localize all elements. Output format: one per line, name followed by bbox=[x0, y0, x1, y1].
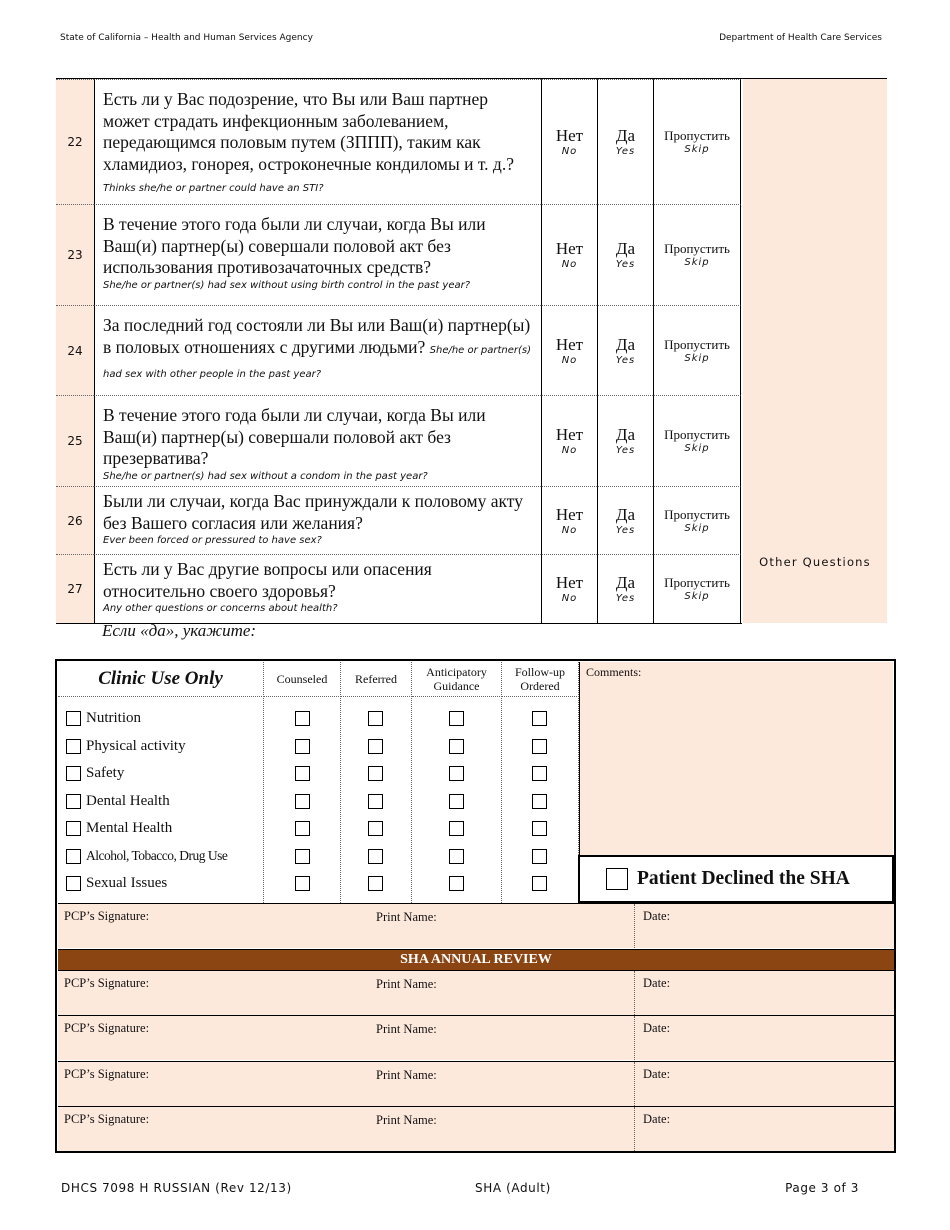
print-name-label: Print Name: bbox=[376, 977, 437, 991]
counseled-column bbox=[264, 698, 341, 903]
checkbox[interactable] bbox=[295, 739, 310, 754]
answer-no[interactable]: Нет No bbox=[541, 395, 597, 486]
anticipatory-column bbox=[412, 698, 502, 903]
checkbox[interactable] bbox=[532, 794, 547, 809]
checkbox[interactable] bbox=[368, 794, 383, 809]
signature-row[interactable] bbox=[58, 1106, 894, 1151]
question-number: 26 bbox=[56, 486, 94, 554]
clinic-title-cell bbox=[58, 662, 264, 697]
checkbox[interactable] bbox=[532, 766, 547, 781]
answer-yes[interactable]: Да Yes bbox=[597, 305, 653, 395]
pcp-signature-label: PCP’s Signature: bbox=[64, 1067, 150, 1081]
referred-column bbox=[341, 698, 412, 903]
question-ru: Есть ли у Вас другие вопросы или опасения относительно своего здоровья? bbox=[103, 559, 432, 601]
checkbox[interactable] bbox=[532, 876, 547, 891]
answer-skip[interactable]: Пропустить Skip bbox=[653, 204, 741, 305]
date-label: Date: bbox=[634, 1016, 678, 1060]
clinic-item[interactable]: Nutrition bbox=[66, 707, 141, 729]
question-row bbox=[56, 204, 887, 305]
question-number: 24 bbox=[56, 305, 94, 395]
patient-declined[interactable] bbox=[578, 855, 894, 903]
answer-yes[interactable]: Да Yes bbox=[597, 204, 653, 305]
answer-skip[interactable]: Пропустить Skip bbox=[653, 486, 741, 554]
question-en: She/he or partner(s) had sex without a condom in the past year? bbox=[103, 470, 428, 482]
question-en: Any other questions or concerns about health? bbox=[103, 603, 338, 614]
date-label: Date: bbox=[634, 904, 678, 948]
question-row bbox=[56, 486, 887, 554]
print-name-label: Print Name: bbox=[376, 1022, 437, 1036]
answer-skip[interactable]: Пропустить Skip bbox=[653, 305, 741, 395]
clinic-grid bbox=[58, 662, 578, 902]
checkbox[interactable] bbox=[66, 711, 81, 726]
follow-up-column bbox=[502, 698, 579, 903]
signature-row[interactable] bbox=[58, 903, 894, 948]
pcp-signature-label: PCP’s Signature: bbox=[64, 976, 150, 990]
answer-yes[interactable]: Да Yes bbox=[597, 486, 653, 554]
question-text bbox=[94, 486, 541, 554]
checkbox[interactable] bbox=[532, 739, 547, 754]
checkbox[interactable] bbox=[368, 739, 383, 754]
annual-review-header: SHA ANNUAL REVIEW bbox=[58, 949, 894, 970]
checkbox[interactable] bbox=[295, 876, 310, 891]
checkbox[interactable] bbox=[66, 849, 81, 864]
date-label: Date: bbox=[634, 1062, 678, 1106]
signature-row[interactable] bbox=[58, 970, 894, 1015]
checkbox[interactable] bbox=[449, 821, 464, 836]
print-name-label: Print Name: bbox=[376, 910, 437, 924]
checkbox[interactable] bbox=[368, 766, 383, 781]
checkbox[interactable] bbox=[295, 849, 310, 864]
question-text bbox=[94, 554, 541, 623]
checkbox[interactable] bbox=[449, 794, 464, 809]
pcp-signature-label: PCP’s Signature: bbox=[64, 1021, 150, 1035]
checkbox[interactable] bbox=[295, 821, 310, 836]
questions-table bbox=[56, 78, 887, 614]
signature-row[interactable] bbox=[58, 1061, 894, 1106]
form-number: DHCS 7098 H RUSSIAN (Rev 12/13) bbox=[61, 1181, 292, 1195]
clinic-item[interactable]: Safety bbox=[66, 762, 124, 784]
date-label: Date: bbox=[634, 1107, 678, 1151]
answer-no[interactable]: Нет No bbox=[541, 305, 597, 395]
question-text bbox=[94, 395, 541, 486]
question-ru: Есть ли у Вас подозрение, что Вы или Ваш партнер может страдать инфекционным заболеванием, передающимся половым путем (ЗППП), таким как хламидиоз, гонорея, остроконечные кондиломы и т. д.? bbox=[103, 89, 514, 174]
col-follow-up-ordered: Follow-up Ordered bbox=[502, 662, 579, 697]
checkbox[interactable] bbox=[449, 739, 464, 754]
col-anticipatory-guidance: Anticipatory Guidance bbox=[412, 662, 502, 697]
form-title: SHA (Adult) bbox=[475, 1181, 551, 1195]
clinic-item[interactable]: Dental Health bbox=[66, 790, 170, 812]
question-ru: В течение этого года были ли случаи, когда Вы или Ваш(и) партнер(ы) совершали половой акт без использования противозачаточных средств? bbox=[103, 214, 486, 277]
answer-no[interactable]: Нет No bbox=[541, 554, 597, 623]
page-number: Page 3 of 3 bbox=[785, 1181, 859, 1195]
col-referred: Referred bbox=[341, 662, 412, 697]
print-name-label: Print Name: bbox=[376, 1068, 437, 1082]
agency-header: State of California – Health and Human Services Agency bbox=[60, 33, 313, 43]
question-number: 27 bbox=[56, 554, 94, 623]
question-ru: За последний год состояли ли Вы или Ваш(и) партнер(ы) в половых отношениях с другими людьми? bbox=[103, 315, 531, 357]
declined-label: Patient Declined the SHA bbox=[637, 868, 850, 889]
answer-skip[interactable]: Пропустить Skip bbox=[653, 79, 741, 204]
checkbox[interactable] bbox=[449, 766, 464, 781]
answer-yes[interactable]: Да Yes bbox=[597, 395, 653, 486]
question-row bbox=[56, 305, 887, 395]
question-ru: Были ли случаи, когда Вас принуждали к половому акту без Вашего согласия или желания? bbox=[103, 491, 523, 533]
checkbox[interactable] bbox=[66, 794, 81, 809]
comments-label: Comments: bbox=[586, 665, 642, 679]
clinic-item[interactable]: Sexual Issues bbox=[66, 872, 167, 894]
question-en: She/he or partner(s) had sex with other people in the past year? bbox=[103, 344, 532, 380]
department-header: Department of Health Care Services bbox=[719, 33, 882, 43]
question-row bbox=[56, 79, 887, 204]
clinic-item[interactable]: Mental Health bbox=[66, 817, 172, 839]
answer-no[interactable]: Нет No bbox=[541, 486, 597, 554]
checkbox[interactable] bbox=[449, 711, 464, 726]
answer-no[interactable]: Нет No bbox=[541, 79, 597, 204]
checkbox[interactable] bbox=[368, 821, 383, 836]
answer-skip[interactable]: Пропустить Skip bbox=[653, 395, 741, 486]
checkbox[interactable] bbox=[295, 766, 310, 781]
clinic-title: Clinic Use Only bbox=[98, 668, 223, 689]
question-number: 22 bbox=[56, 79, 94, 204]
checkbox[interactable] bbox=[66, 876, 81, 891]
pcp-signature-label: PCP’s Signature: bbox=[64, 909, 150, 923]
clinic-item[interactable]: Physical activity bbox=[66, 735, 186, 757]
clinic-item[interactable]: Alcohol, Tobacco, Drug Use bbox=[66, 845, 227, 867]
signature-row[interactable] bbox=[58, 1015, 894, 1060]
checkbox[interactable] bbox=[368, 711, 383, 726]
checkbox[interactable] bbox=[532, 821, 547, 836]
date-label: Date: bbox=[634, 971, 678, 1015]
checkbox[interactable] bbox=[368, 849, 383, 864]
answer-skip[interactable]: Пропустить Skip bbox=[653, 554, 741, 623]
question-text bbox=[94, 305, 541, 395]
question-en: Thinks she/he or partner could have an STI? bbox=[103, 183, 324, 194]
checkbox[interactable] bbox=[368, 876, 383, 891]
declined-checkbox[interactable] bbox=[606, 868, 628, 890]
answer-yes[interactable]: Да Yes bbox=[597, 554, 653, 623]
answer-yes[interactable]: Да Yes bbox=[597, 79, 653, 204]
checkbox[interactable] bbox=[449, 876, 464, 891]
comments-field[interactable] bbox=[579, 662, 893, 855]
question-number: 23 bbox=[56, 204, 94, 305]
checkbox[interactable] bbox=[532, 849, 547, 864]
question-text bbox=[94, 204, 541, 305]
question-text bbox=[94, 79, 541, 204]
specify-label: Если «да», укажите: bbox=[102, 621, 257, 640]
question-row bbox=[56, 554, 887, 623]
checkbox[interactable] bbox=[66, 821, 81, 836]
answer-no[interactable]: Нет No bbox=[541, 204, 597, 305]
checkbox[interactable] bbox=[66, 766, 81, 781]
question-row bbox=[56, 395, 887, 486]
checkbox[interactable] bbox=[532, 711, 547, 726]
checkbox[interactable] bbox=[295, 711, 310, 726]
checkbox[interactable] bbox=[449, 849, 464, 864]
question-ru: В течение этого года были ли случаи, когда Вы или Ваш(и) партнер(ы) совершали половой акт без презерватива? bbox=[103, 405, 486, 468]
print-name-label: Print Name: bbox=[376, 1113, 437, 1127]
pcp-signature-label: PCP’s Signature: bbox=[64, 1112, 150, 1126]
other-questions-label: Other Questions bbox=[759, 555, 871, 569]
col-counseled: Counseled bbox=[264, 662, 341, 697]
question-en: She/he or partner(s) had sex without using birth control in the past year? bbox=[103, 279, 471, 291]
question-number: 25 bbox=[56, 395, 94, 486]
checkbox[interactable] bbox=[66, 739, 81, 754]
checkbox[interactable] bbox=[295, 794, 310, 809]
clinic-use-table bbox=[55, 659, 896, 1153]
items-column bbox=[58, 698, 264, 903]
question-en: Ever been forced or pressured to have sex? bbox=[103, 535, 322, 546]
